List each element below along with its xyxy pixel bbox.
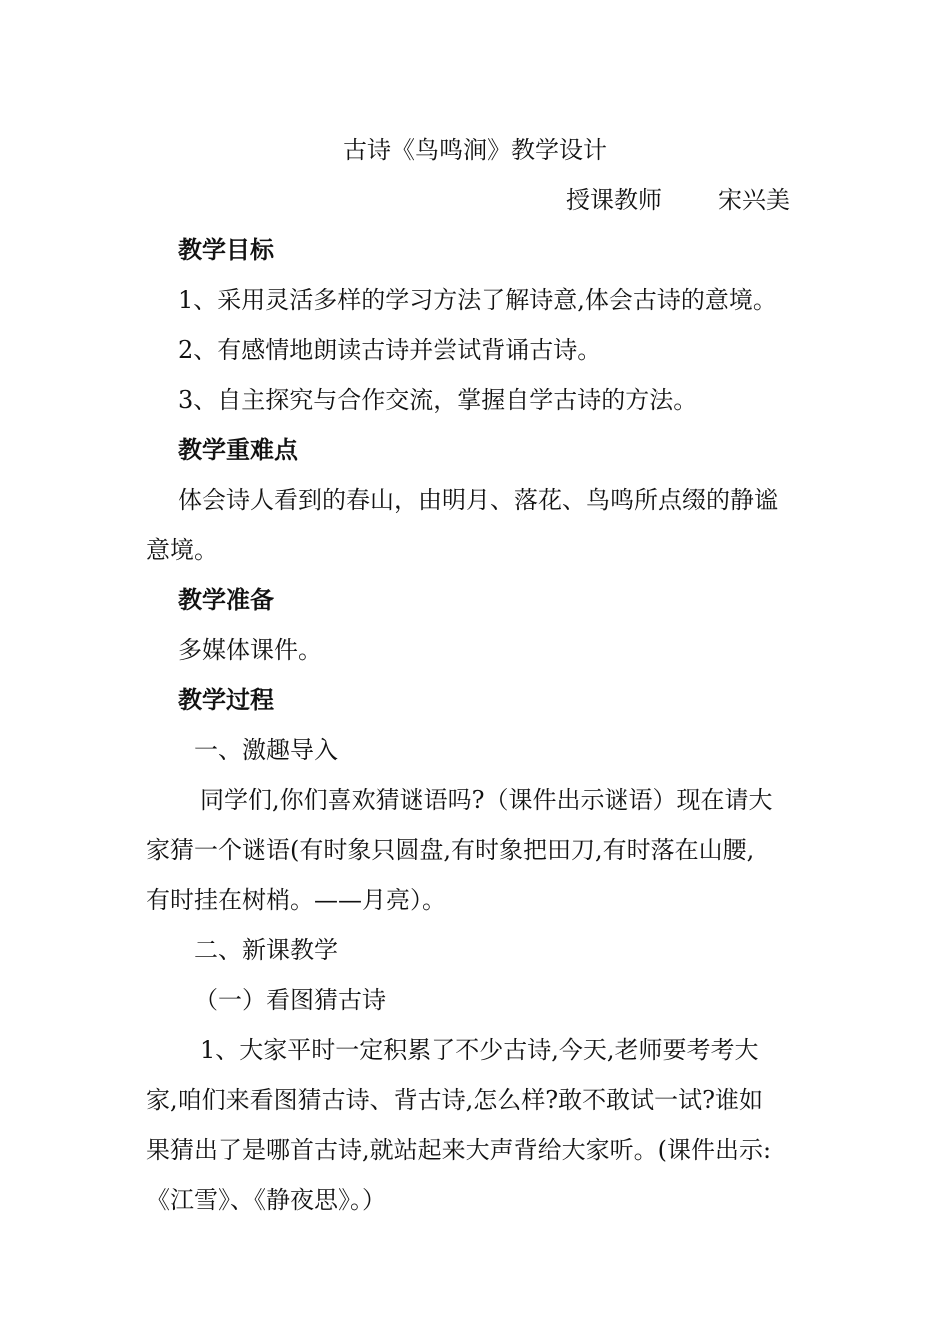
key-points-line-1: 体会诗人看到的春山，由明月、落花、鸟鸣所点缀的静谧 (178, 486, 778, 514)
preparation-text: 多媒体课件。 (178, 636, 322, 664)
process-part1-line-3: 有时挂在树梢。——月亮）。 (146, 886, 446, 914)
process-part2-sub1-line-3: 果猜出了是哪首古诗,就站起来大声背给大家听。(课件出示: (146, 1136, 772, 1164)
goal-item-1: 1、采用灵活多样的学习方法了解诗意,体会古诗的意境。 (178, 286, 777, 314)
process-part2-sub1-heading: （一）看图猜古诗 (194, 986, 386, 1014)
process-part2-sub1-line-1: 1、大家平时一定积累了不少古诗,今天,老师要考考大 (200, 1036, 759, 1064)
author-name: 宋兴美 (718, 186, 790, 214)
process-part2-sub1-line-2: 家,咱们来看图猜古诗、背古诗,怎么样?敢不敢试一试?谁如 (146, 1086, 763, 1114)
key-points-line-2: 意境。 (146, 536, 218, 564)
document-title: 古诗《鸟鸣涧》教学设计 (343, 136, 607, 164)
section-heading-goals: 教学目标 (178, 235, 274, 264)
section-heading-preparation: 教学准备 (178, 585, 274, 614)
process-part1-line-1: 同学们,你们喜欢猜谜语吗?（课件出示谜语）现在请大 (200, 786, 773, 814)
goal-item-3: 3、自主探究与合作交流，掌握自学古诗的方法。 (178, 386, 698, 414)
goal-item-2: 2、有感情地朗读古诗并尝试背诵古诗。 (178, 336, 602, 364)
section-heading-process: 教学过程 (178, 685, 274, 714)
process-part1-line-2: 家猜一个谜语(有时象只圆盘,有时象把田刀,有时落在山腰, (146, 836, 755, 864)
section-heading-key-points: 教学重难点 (178, 435, 298, 464)
author-line (566, 186, 790, 214)
process-part2-sub1-line-4: 《江雪》、《静夜思》。） (146, 1186, 386, 1214)
author-role: 授课教师 (566, 186, 662, 214)
process-part1-heading: 一、激趣导入 (194, 736, 338, 764)
process-part2-heading: 二、新课教学 (194, 936, 338, 964)
